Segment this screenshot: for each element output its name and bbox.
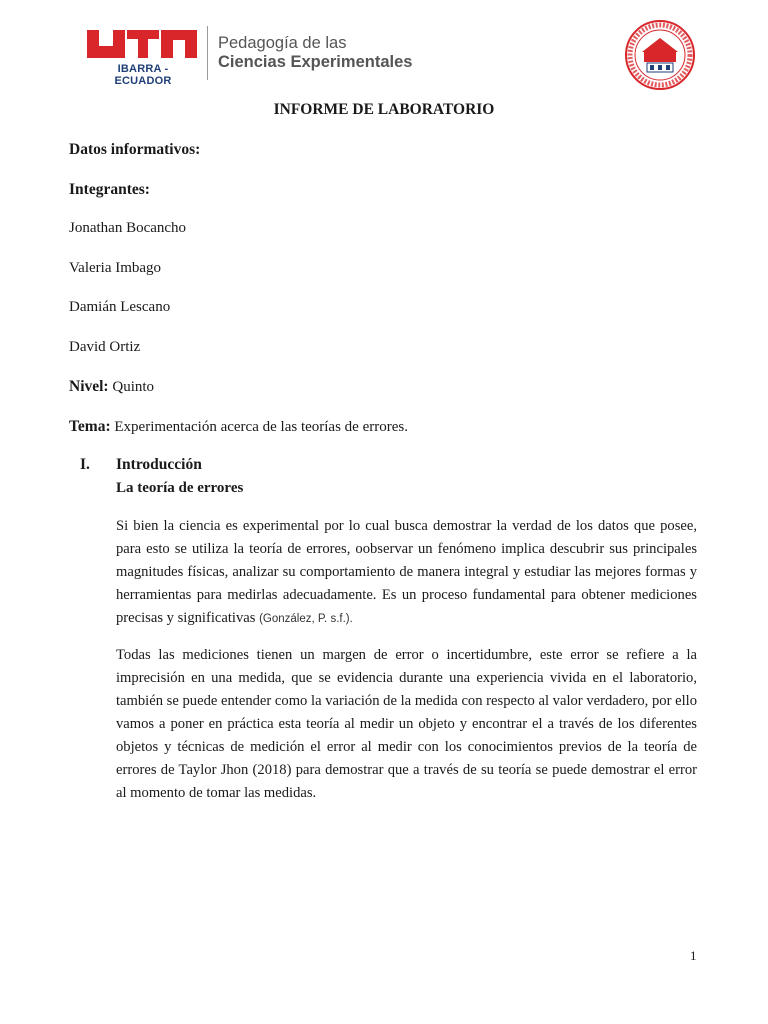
section-title: Introducción xyxy=(116,456,202,473)
faculty-line-1: Pedagogía de las xyxy=(218,34,347,52)
subsection-heading: La teoría de errores xyxy=(116,480,244,496)
page-number: 1 xyxy=(690,948,697,963)
faculty-name xyxy=(218,34,412,72)
citation: (González, P. s.f.). xyxy=(259,613,353,625)
paragraph-1-text: Si bien la ciencia es experimental por lo cual busca demostrar la verdad de los datos que posee, para esto se utiliza la teoría de errores, oobservar un fenómeno implica descubrir sus principales magnitudes físicas, analizar su comportamiento de manera integral y estudiar las mejores formas y herramientas para medirlas adecuadamente. Es un proceso fundamental para obtener mediciones precisas y significativas xyxy=(116,518,697,626)
member-name: Valeria Imbago xyxy=(69,260,162,276)
datos-informativos-heading: Datos informativos: xyxy=(69,141,201,158)
tema-label: Tema: xyxy=(69,418,111,435)
utn-location-text: IBARRA - ECUADOR xyxy=(114,63,172,87)
header-divider xyxy=(207,26,208,80)
member-name: Damián Lescano xyxy=(69,299,171,315)
section-number: I. xyxy=(80,456,90,473)
university-seal-icon xyxy=(624,19,696,91)
tema-line xyxy=(69,418,408,436)
nivel-line xyxy=(69,378,154,396)
paragraph-2: Todas las mediciones tienen un margen de error o incertidumbre, este error se refiere a la imprecisión en una medida, que se evidencia durante una experiencia vivida en el laboratorio, también se puede entender como la variación de la medida con respecto al valor verdadero, por ello vamos a poner en práctica esta teoría al medir un objeto y encontrar el a través de los diferentes objetos y técnicas de medición el error al medir con los conocimientos previos de la teoría de errores de Taylor Jhon (2018) para demostrar que a través de su teoría se puede demostrar el error al momento de tomar las medidas. xyxy=(116,647,697,801)
tema-value: Experimentación acerca de las teorías de errores. xyxy=(110,419,408,435)
integrantes-heading: Integrantes: xyxy=(69,181,150,198)
member-name: David Ortiz xyxy=(69,339,141,355)
page-header xyxy=(0,0,768,100)
section-heading xyxy=(80,456,202,474)
document-title: INFORME DE LABORATORIO xyxy=(273,101,495,118)
nivel-value: Quinto xyxy=(108,379,155,395)
paragraph-1 xyxy=(116,515,697,631)
faculty-line-2: Ciencias Experimentales xyxy=(218,53,413,71)
nivel-label: Nivel: xyxy=(69,378,109,395)
member-name: Jonathan Bocancho xyxy=(69,220,187,236)
